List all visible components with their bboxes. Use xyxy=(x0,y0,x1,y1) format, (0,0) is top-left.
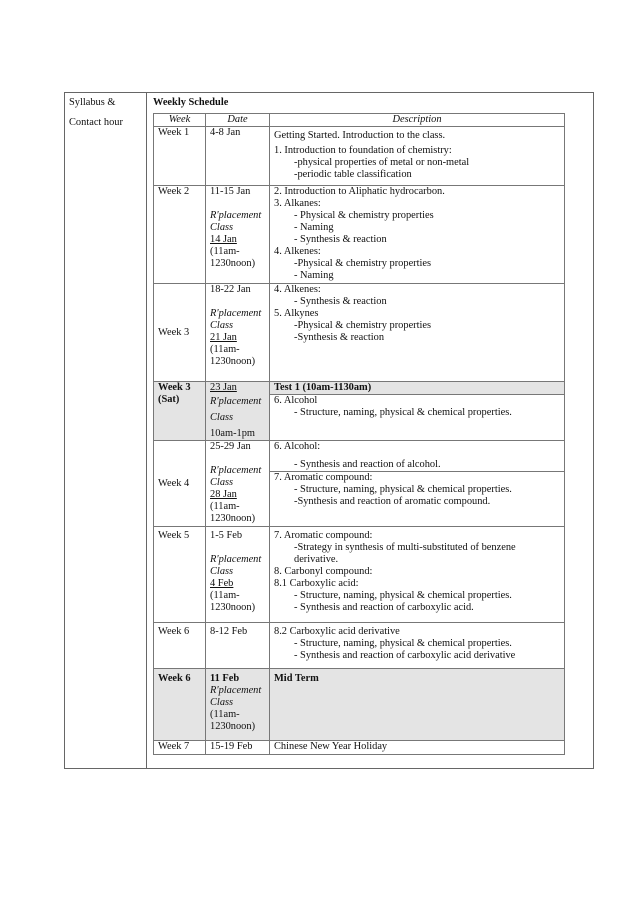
week-cell: Week 2 xyxy=(154,186,206,284)
syllabus-box xyxy=(64,92,594,769)
week-cell: Week 3 (Sat) xyxy=(154,382,206,441)
header-description: Description xyxy=(270,114,565,127)
header-week: Week xyxy=(154,114,206,127)
table-row xyxy=(154,669,565,741)
header-date: Date xyxy=(206,114,270,127)
description-cell: 4. Alkenes: - Synthesis & reaction 5. Alkynes -Physical & chemistry properties -Synthesis & reaction xyxy=(270,284,565,382)
description-cell: 8.2 Carboxylic acid derivative - Structure, naming, physical & chemical properties. - Synthesis and reaction of carboxylic acid derivative xyxy=(270,623,565,669)
date-cell: 4-8 Jan xyxy=(206,127,270,186)
left-label xyxy=(69,97,144,137)
week-cell: Week 4 xyxy=(154,441,206,527)
header-row xyxy=(154,114,565,127)
week-cell: Week 6 xyxy=(154,669,206,741)
date-cell: 11 Feb R'placement Class (11am- 1230noon) xyxy=(206,669,270,741)
description-cell: Chinese New Year Holiday xyxy=(270,741,565,755)
week-cell: Week 3 xyxy=(154,284,206,382)
date-cell: 23 Jan R'placement Class 10am-1pm xyxy=(206,382,270,441)
weekly-schedule-table xyxy=(153,113,565,755)
description-cell: Getting Started. Introduction to the class. 1. Introduction to foundation of chemistry: -physical properties of metal or non-metal -periodic table classification xyxy=(270,127,565,186)
table-row xyxy=(154,284,565,382)
date-cell: 15-19 Feb xyxy=(206,741,270,755)
description-cell: 7. Aromatic compound: -Strategy in synthesis of multi-substituted of benzene derivative. 8. Carbonyl compound: 8.1 Carboxylic acid: - Structure, naming, physical & chemical properties. - Synthesis and reaction of carboxylic acid. xyxy=(270,527,565,623)
table-row xyxy=(154,382,565,441)
table-row xyxy=(154,186,565,284)
date-cell: 1-5 Feb R'placement Class 4 Feb (11am- 1230noon) xyxy=(206,527,270,623)
table-row xyxy=(154,127,565,186)
week-cell: Week 5 xyxy=(154,527,206,623)
week-cell: Week 1 xyxy=(154,127,206,186)
description-cell: Mid Term xyxy=(270,669,565,741)
table-row xyxy=(154,623,565,669)
column-divider xyxy=(146,93,147,768)
table-row xyxy=(154,527,565,623)
description-cell: 6. Alcohol: - Synthesis and reaction of alcohol. 7. Aromatic compound: - Structure, naming, physical & chemical properties. -Synthesis and reaction of aromatic compound. xyxy=(270,441,565,527)
schedule-title: Weekly Schedule xyxy=(153,97,229,108)
contact-hour-label: Contact hour xyxy=(69,117,123,128)
table-row xyxy=(154,441,565,527)
date-cell: 18-22 Jan R'placement Class 21 Jan (11am- 1230noon) xyxy=(206,284,270,382)
week-cell: Week 6 xyxy=(154,623,206,669)
syllabus-label: Syllabus & xyxy=(69,97,116,108)
week-cell: Week 7 xyxy=(154,741,206,755)
date-cell: 8-12 Feb xyxy=(206,623,270,669)
description-cell: Test 1 (10am-1130am) 6. Alcohol - Structure, naming, physical & chemical properties. xyxy=(270,382,565,441)
test-banner: Test 1 (10am-1130am) xyxy=(270,382,564,395)
date-cell: 25-29 Jan R'placement Class 28 Jan (11am- 1230noon) xyxy=(206,441,270,527)
table-row xyxy=(154,741,565,755)
date-cell: 11-15 Jan R'placement Class 14 Jan (11am- 1230noon) xyxy=(206,186,270,284)
description-cell: 2. Introduction to Aliphatic hydrocarbon. 3. Alkanes: - Physical & chemistry properties - Naming - Synthesis & reaction 4. Alkenes: -Physical & chemistry properties - Naming xyxy=(270,186,565,284)
